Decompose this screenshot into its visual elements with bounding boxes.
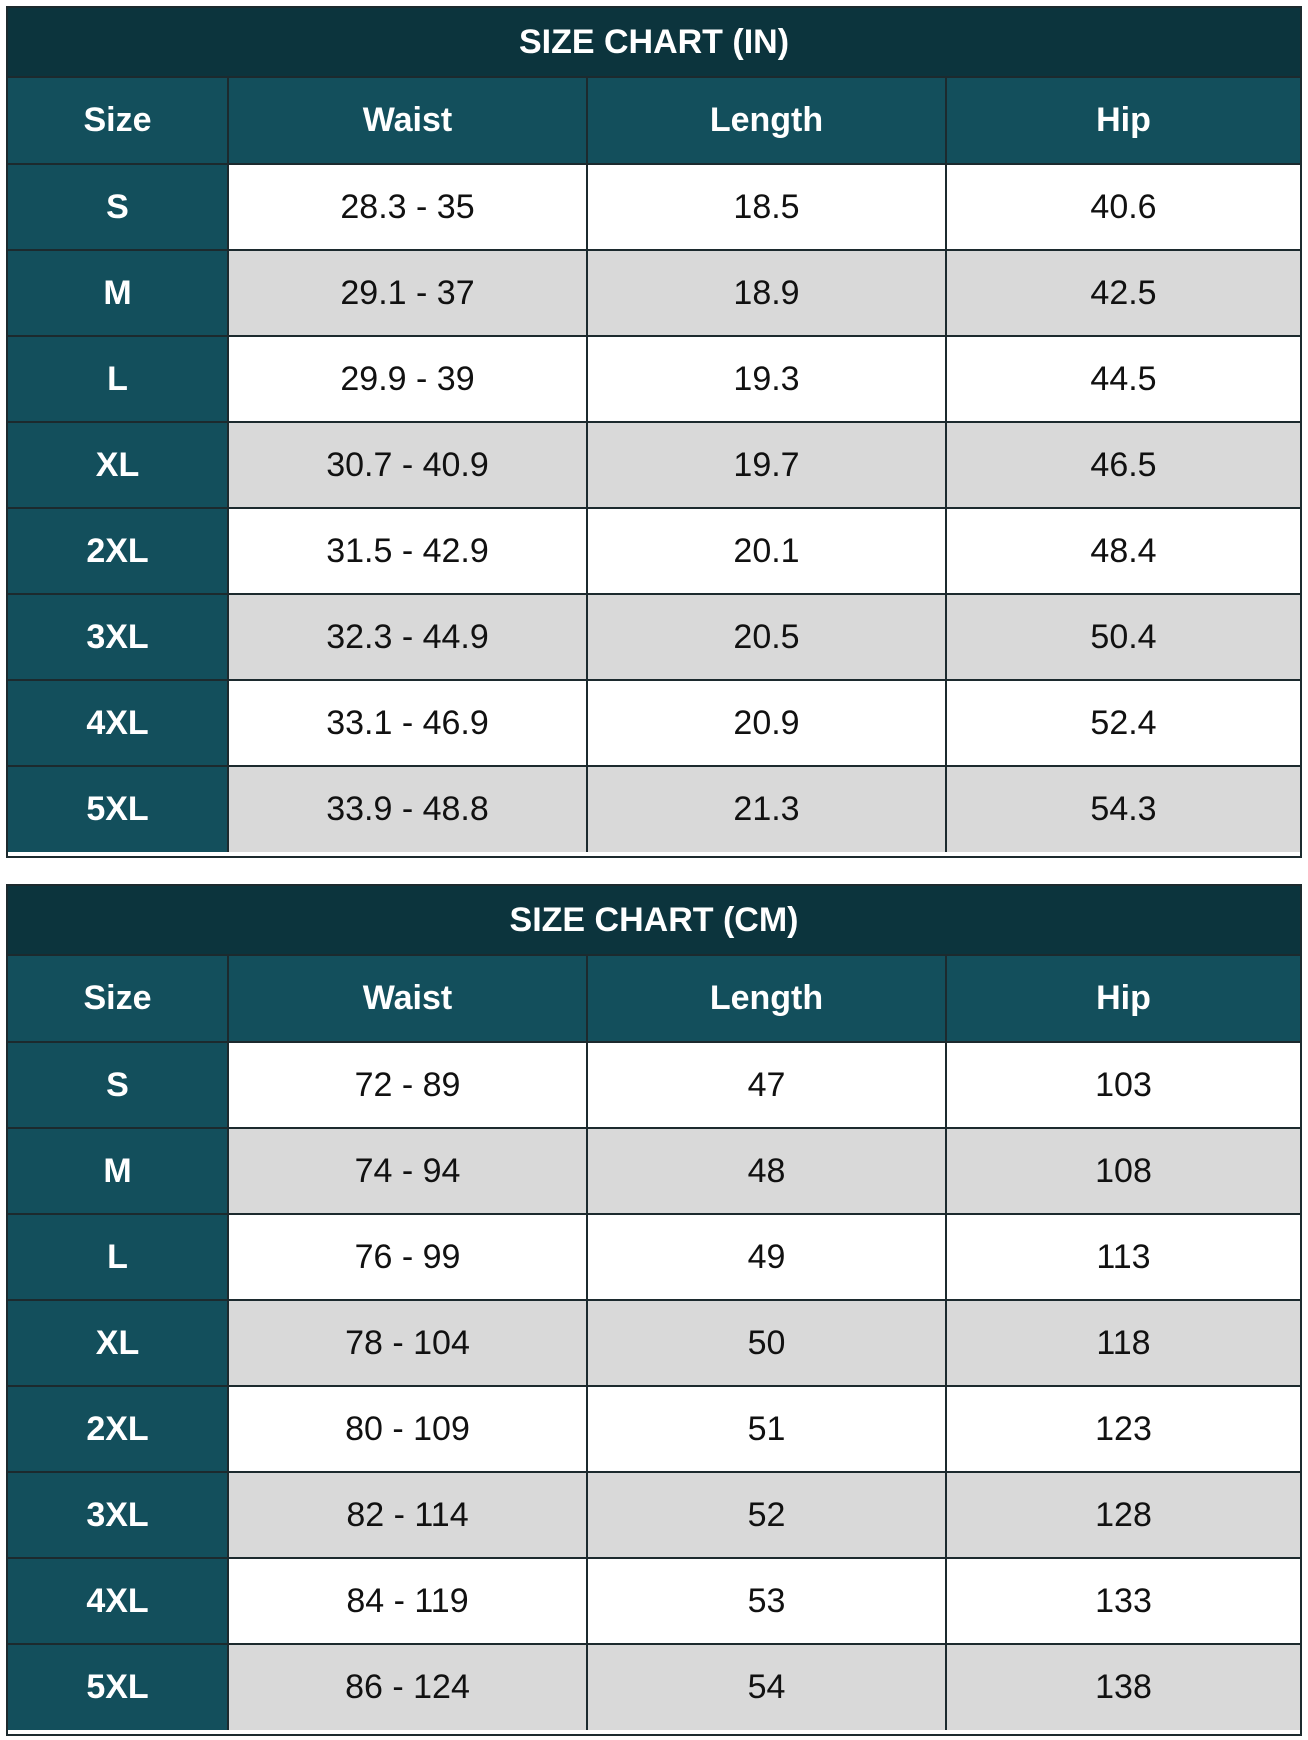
- size-cell: 2XL: [8, 508, 228, 594]
- table-row: [8, 1128, 1300, 1214]
- size-cell: XL: [8, 422, 228, 508]
- waist-cell: 74 - 94: [228, 1128, 587, 1214]
- column-header-waist: Waist: [228, 956, 587, 1042]
- size-table: [8, 956, 1300, 1730]
- chart-title: SIZE CHART (CM): [8, 886, 1300, 956]
- column-header-hip: Hip: [946, 78, 1300, 164]
- table-row: [8, 1558, 1300, 1644]
- length-cell: 21.3: [587, 766, 946, 852]
- column-header-waist: Waist: [228, 78, 587, 164]
- hip-cell: 138: [946, 1644, 1300, 1730]
- table-row: [8, 1300, 1300, 1386]
- size-cell: 2XL: [8, 1386, 228, 1472]
- length-cell: 18.9: [587, 250, 946, 336]
- hip-cell: 108: [946, 1128, 1300, 1214]
- size-table: [8, 78, 1300, 852]
- hip-cell: 118: [946, 1300, 1300, 1386]
- header-row: [8, 956, 1300, 1042]
- table-row: [8, 164, 1300, 250]
- length-cell: 19.7: [587, 422, 946, 508]
- waist-cell: 29.9 - 39: [228, 336, 587, 422]
- length-cell: 18.5: [587, 164, 946, 250]
- waist-cell: 78 - 104: [228, 1300, 587, 1386]
- waist-cell: 31.5 - 42.9: [228, 508, 587, 594]
- length-cell: 20.1: [587, 508, 946, 594]
- size-cell: L: [8, 336, 228, 422]
- table-row: [8, 1472, 1300, 1558]
- table-row: [8, 680, 1300, 766]
- size-chart-centimeters: [6, 884, 1302, 1736]
- size-cell: M: [8, 1128, 228, 1214]
- hip-cell: 50.4: [946, 594, 1300, 680]
- waist-cell: 30.7 - 40.9: [228, 422, 587, 508]
- hip-cell: 103: [946, 1042, 1300, 1128]
- size-cell: 5XL: [8, 1644, 228, 1730]
- size-cell: 3XL: [8, 1472, 228, 1558]
- waist-cell: 86 - 124: [228, 1644, 587, 1730]
- column-header-size: Size: [8, 78, 228, 164]
- length-cell: 20.5: [587, 594, 946, 680]
- table-row: [8, 250, 1300, 336]
- waist-cell: 33.1 - 46.9: [228, 680, 587, 766]
- waist-cell: 32.3 - 44.9: [228, 594, 587, 680]
- hip-cell: 128: [946, 1472, 1300, 1558]
- table-row: [8, 336, 1300, 422]
- length-cell: 48: [587, 1128, 946, 1214]
- size-cell: L: [8, 1214, 228, 1300]
- hip-cell: 133: [946, 1558, 1300, 1644]
- column-header-hip: Hip: [946, 956, 1300, 1042]
- table-row: [8, 766, 1300, 852]
- length-cell: 50: [587, 1300, 946, 1386]
- column-header-length: Length: [587, 956, 946, 1042]
- waist-cell: 76 - 99: [228, 1214, 587, 1300]
- hip-cell: 46.5: [946, 422, 1300, 508]
- length-cell: 47: [587, 1042, 946, 1128]
- hip-cell: 44.5: [946, 336, 1300, 422]
- size-cell: 4XL: [8, 680, 228, 766]
- hip-cell: 123: [946, 1386, 1300, 1472]
- hip-cell: 40.6: [946, 164, 1300, 250]
- table-row: [8, 422, 1300, 508]
- waist-cell: 33.9 - 48.8: [228, 766, 587, 852]
- length-cell: 52: [587, 1472, 946, 1558]
- table-row: [8, 1386, 1300, 1472]
- length-cell: 19.3: [587, 336, 946, 422]
- column-header-length: Length: [587, 78, 946, 164]
- size-cell: XL: [8, 1300, 228, 1386]
- waist-cell: 29.1 - 37: [228, 250, 587, 336]
- length-cell: 53: [587, 1558, 946, 1644]
- size-cell: S: [8, 1042, 228, 1128]
- column-header-size: Size: [8, 956, 228, 1042]
- table-row: [8, 508, 1300, 594]
- waist-cell: 82 - 114: [228, 1472, 587, 1558]
- size-cell: 4XL: [8, 1558, 228, 1644]
- waist-cell: 84 - 119: [228, 1558, 587, 1644]
- size-cell: M: [8, 250, 228, 336]
- waist-cell: 80 - 109: [228, 1386, 587, 1472]
- length-cell: 20.9: [587, 680, 946, 766]
- size-cell: S: [8, 164, 228, 250]
- hip-cell: 52.4: [946, 680, 1300, 766]
- size-chart-inches: [6, 6, 1302, 858]
- hip-cell: 48.4: [946, 508, 1300, 594]
- length-cell: 49: [587, 1214, 946, 1300]
- table-row: [8, 1644, 1300, 1730]
- size-cell: 5XL: [8, 766, 228, 852]
- chart-title: SIZE CHART (IN): [8, 8, 1300, 78]
- size-cell: 3XL: [8, 594, 228, 680]
- hip-cell: 113: [946, 1214, 1300, 1300]
- header-row: [8, 78, 1300, 164]
- length-cell: 54: [587, 1644, 946, 1730]
- waist-cell: 28.3 - 35: [228, 164, 587, 250]
- length-cell: 51: [587, 1386, 946, 1472]
- table-row: [8, 1042, 1300, 1128]
- hip-cell: 54.3: [946, 766, 1300, 852]
- hip-cell: 42.5: [946, 250, 1300, 336]
- table-row: [8, 1214, 1300, 1300]
- waist-cell: 72 - 89: [228, 1042, 587, 1128]
- table-row: [8, 594, 1300, 680]
